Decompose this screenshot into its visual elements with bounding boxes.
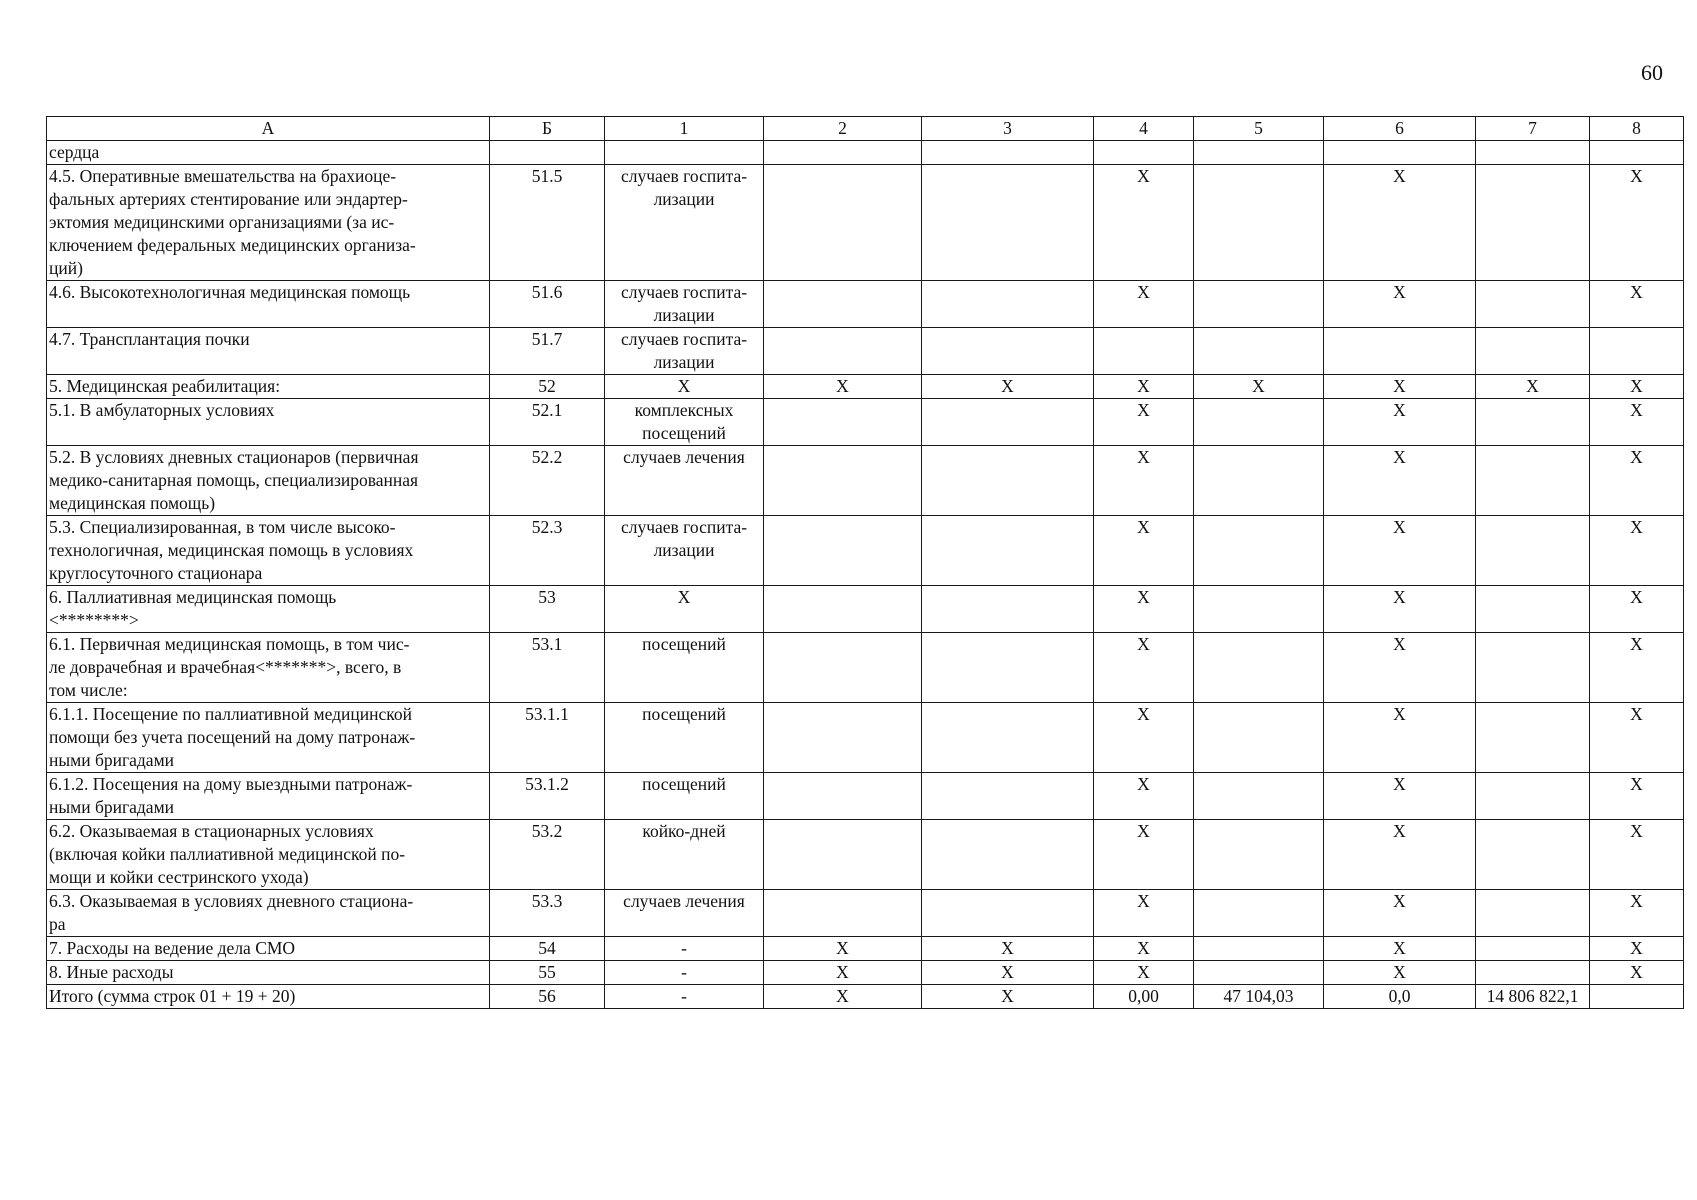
col-5-cell [1194,961,1324,985]
row-code-cell: 51.5 [490,165,605,281]
table-row [47,516,1684,586]
col-4-cell: X [1094,586,1194,633]
col-4-cell: X [1094,890,1194,937]
row-unit-cell [605,141,764,165]
row-code-cell: 51.6 [490,281,605,328]
col-5-cell [1194,633,1324,703]
col-2-cell [764,141,922,165]
col-4-cell: X [1094,633,1194,703]
row-name-cell: 5.1. В амбулаторных условиях [47,399,490,446]
column-header: 8 [1590,117,1684,141]
col-3-cell [922,633,1094,703]
row-name-cell: 4.7. Трансплантация почки [47,328,490,375]
col-3-cell: X [922,985,1094,1009]
col-8-cell: X [1590,773,1684,820]
table-row [47,399,1684,446]
col-3-cell [922,165,1094,281]
col-8-cell: X [1590,961,1684,985]
row-unit-cell: комплексных посещений [605,399,764,446]
row-code-cell: 53.1.2 [490,773,605,820]
row-unit-cell: случаев лечения [605,890,764,937]
col-4-cell: X [1094,281,1194,328]
col-3-cell [922,281,1094,328]
col-7-cell [1476,773,1590,820]
col-4-cell: X [1094,165,1194,281]
row-name-cell: 6.1. Первичная медицинская помощь, в том чис- ле доврачебная и врачебная<*******>, всего, в том числе: [47,633,490,703]
col-2-cell [764,586,922,633]
col-8-cell: X [1590,516,1684,586]
col-3-cell [922,773,1094,820]
col-6-cell: X [1324,820,1476,890]
row-name-cell: 6.3. Оказываемая в условиях дневного стациона- ра [47,890,490,937]
column-header: 5 [1194,117,1324,141]
col-4-cell: 0,00 [1094,985,1194,1009]
col-3-cell [922,516,1094,586]
table-row [47,328,1684,375]
col-5-cell [1194,281,1324,328]
col-5-cell [1194,446,1324,516]
col-2-cell [764,399,922,446]
col-2-cell: X [764,937,922,961]
col-3-cell [922,141,1094,165]
row-code-cell: 52 [490,375,605,399]
col-6-cell: X [1324,375,1476,399]
col-2-cell [764,516,922,586]
col-5-cell [1194,890,1324,937]
col-2-cell [764,281,922,328]
col-5-cell: X [1194,375,1324,399]
col-5-cell: 47 104,03 [1194,985,1324,1009]
table-row [47,141,1684,165]
col-5-cell [1194,937,1324,961]
col-7-cell [1476,961,1590,985]
row-name-cell: 5.2. В условиях дневных стационаров (первичная медико-санитарная помощь, специализированная медицинская помощь) [47,446,490,516]
row-name-cell: 5.3. Специализированная, в том числе высоко- технологичная, медицинская помощь в условиях круглосуточного стационара [47,516,490,586]
col-3-cell [922,328,1094,375]
col-6-cell [1324,141,1476,165]
col-3-cell: X [922,961,1094,985]
table-row [47,633,1684,703]
col-8-cell: X [1590,165,1684,281]
row-unit-cell: посещений [605,633,764,703]
col-5-cell [1194,165,1324,281]
col-7-cell [1476,703,1590,773]
row-unit-cell: - [605,961,764,985]
col-5-cell [1194,141,1324,165]
table-header [47,117,1684,141]
col-5-cell [1194,820,1324,890]
row-unit-cell: случаев лечения [605,446,764,516]
col-8-cell [1590,141,1684,165]
row-code-cell: 52.2 [490,446,605,516]
row-unit-cell: посещений [605,773,764,820]
col-6-cell: X [1324,586,1476,633]
col-5-cell [1194,586,1324,633]
col-2-cell: X [764,961,922,985]
column-header: 3 [922,117,1094,141]
col-6-cell: X [1324,399,1476,446]
col-6-cell: X [1324,773,1476,820]
row-code-cell: 53.1 [490,633,605,703]
col-4-cell: X [1094,446,1194,516]
row-code-cell [490,141,605,165]
table-row [47,375,1684,399]
row-unit-cell: - [605,937,764,961]
col-2-cell: X [764,985,922,1009]
col-4-cell [1094,328,1194,375]
col-3-cell [922,890,1094,937]
col-8-cell: X [1590,937,1684,961]
col-3-cell [922,399,1094,446]
column-header: Б [490,117,605,141]
col-8-cell: X [1590,703,1684,773]
row-name-cell: 5. Медицинская реабилитация: [47,375,490,399]
table-row [47,446,1684,516]
col-8-cell: X [1590,446,1684,516]
row-unit-cell: - [605,985,764,1009]
col-7-cell [1476,586,1590,633]
col-4-cell: X [1094,703,1194,773]
col-3-cell [922,703,1094,773]
col-4-cell: X [1094,375,1194,399]
col-7-cell [1476,937,1590,961]
col-3-cell: X [922,937,1094,961]
row-name-cell: 7. Расходы на ведение дела СМО [47,937,490,961]
col-5-cell [1194,703,1324,773]
column-header: 2 [764,117,922,141]
column-header: 7 [1476,117,1590,141]
col-6-cell: 0,0 [1324,985,1476,1009]
col-4-cell: X [1094,516,1194,586]
column-header: 6 [1324,117,1476,141]
table-body [47,141,1684,1009]
row-code-cell: 54 [490,937,605,961]
table-row [47,281,1684,328]
row-unit-cell: койко-дней [605,820,764,890]
row-code-cell: 56 [490,985,605,1009]
row-name-cell: 6.1.1. Посещение по паллиативной медицинской помощи без учета посещений на дому патронаж- ными бригадами [47,703,490,773]
col-5-cell [1194,399,1324,446]
col-5-cell [1194,773,1324,820]
col-8-cell [1590,328,1684,375]
page-number: 60 [1641,60,1663,85]
col-3-cell [922,446,1094,516]
row-name-cell: Итого (сумма строк 01 + 19 + 20) [47,985,490,1009]
table-row [47,820,1684,890]
row-code-cell: 52.1 [490,399,605,446]
col-3-cell [922,820,1094,890]
col-8-cell: X [1590,375,1684,399]
header-row [47,117,1684,141]
row-name-cell: 6.1.2. Посещения на дому выездными патронаж- ными бригадами [47,773,490,820]
col-7-cell: 14 806 822,1 [1476,985,1590,1009]
row-name-cell: 6.2. Оказываемая в стационарных условиях (включая койки паллиативной медицинской по- мощи и койки сестринского ухода) [47,820,490,890]
col-4-cell: X [1094,937,1194,961]
col-8-cell: X [1590,890,1684,937]
col-8-cell: X [1590,586,1684,633]
col-6-cell [1324,328,1476,375]
col-6-cell: X [1324,703,1476,773]
col-3-cell: X [922,375,1094,399]
row-unit-cell: случаев госпита- лизации [605,281,764,328]
data-table [46,116,1684,1009]
column-header: 1 [605,117,764,141]
col-5-cell [1194,516,1324,586]
row-name-cell: 8. Иные расходы [47,961,490,985]
col-6-cell: X [1324,633,1476,703]
col-2-cell [764,773,922,820]
column-header: А [47,117,490,141]
col-8-cell: X [1590,633,1684,703]
col-7-cell [1476,141,1590,165]
col-7-cell [1476,328,1590,375]
col-2-cell [764,446,922,516]
row-code-cell: 53.1.1 [490,703,605,773]
row-unit-cell: X [605,375,764,399]
row-code-cell: 53 [490,586,605,633]
col-2-cell [764,703,922,773]
col-7-cell [1476,890,1590,937]
table-row [47,586,1684,633]
col-7-cell [1476,281,1590,328]
col-6-cell: X [1324,937,1476,961]
col-6-cell: X [1324,165,1476,281]
col-6-cell: X [1324,516,1476,586]
row-code-cell: 51.7 [490,328,605,375]
col-2-cell [764,633,922,703]
row-code-cell: 55 [490,961,605,985]
col-6-cell: X [1324,890,1476,937]
row-unit-cell: случаев госпита- лизации [605,165,764,281]
row-name-cell: 4.5. Оперативные вмешательства на брахиоце- фальных артериях стентирование или эндартер- эктомия медицинскими организациями (за ис- ключением федеральных медицинских организа- ций) [47,165,490,281]
col-7-cell [1476,446,1590,516]
col-2-cell [764,820,922,890]
row-code-cell: 52.3 [490,516,605,586]
table-row [47,961,1684,985]
row-unit-cell: X [605,586,764,633]
col-7-cell [1476,399,1590,446]
table-row [47,165,1684,281]
col-4-cell: X [1094,399,1194,446]
table-row [47,890,1684,937]
col-8-cell: X [1590,399,1684,446]
row-code-cell: 53.3 [490,890,605,937]
col-4-cell [1094,141,1194,165]
col-8-cell: X [1590,281,1684,328]
table-row [47,703,1684,773]
col-3-cell [922,586,1094,633]
col-7-cell [1476,820,1590,890]
col-7-cell: X [1476,375,1590,399]
table-row [47,937,1684,961]
table-row [47,773,1684,820]
table-row [47,985,1684,1009]
col-2-cell: X [764,375,922,399]
col-2-cell [764,890,922,937]
row-name-cell: 4.6. Высокотехнологичная медицинская помощь [47,281,490,328]
col-6-cell: X [1324,446,1476,516]
col-5-cell [1194,328,1324,375]
col-4-cell: X [1094,961,1194,985]
col-6-cell: X [1324,281,1476,328]
row-unit-cell: посещений [605,703,764,773]
col-8-cell: X [1590,820,1684,890]
col-7-cell [1476,516,1590,586]
row-unit-cell: случаев госпита- лизации [605,328,764,375]
row-unit-cell: случаев госпита- лизации [605,516,764,586]
col-7-cell [1476,633,1590,703]
col-2-cell [764,165,922,281]
col-4-cell: X [1094,773,1194,820]
col-7-cell [1476,165,1590,281]
column-header: 4 [1094,117,1194,141]
row-code-cell: 53.2 [490,820,605,890]
col-6-cell: X [1324,961,1476,985]
col-8-cell [1590,985,1684,1009]
col-4-cell: X [1094,820,1194,890]
row-name-cell: 6. Паллиативная медицинская помощь <********> [47,586,490,633]
col-2-cell [764,328,922,375]
row-name-cell: сердца [47,141,490,165]
